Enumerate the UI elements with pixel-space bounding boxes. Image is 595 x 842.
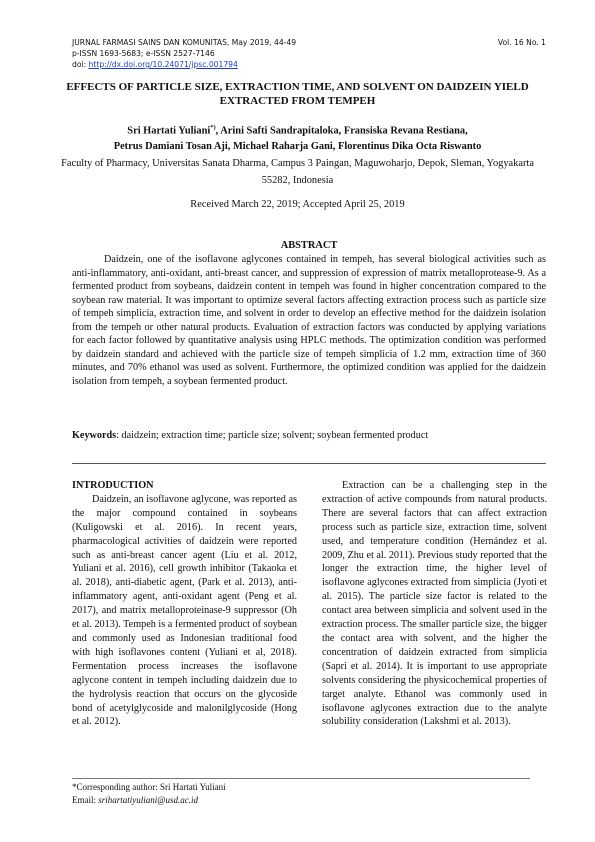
keywords (72, 430, 546, 441)
corresponding-mark: *) (210, 124, 216, 131)
corresponding-author-note: *Corresponding author: Sri Hartati Yuliani (72, 782, 226, 792)
footnote (72, 781, 546, 807)
email-label: Email: (72, 795, 99, 805)
footnote-rule (72, 778, 530, 779)
keywords-label: Keywords (72, 430, 117, 441)
email-line (72, 794, 546, 807)
doi-line (72, 59, 546, 70)
abstract-body: Daidzein, one of the isoflavone aglycones contained in tempeh, has several biological activities such as anti-inflammatory, anti-oxidant, anti-breast cancer, and suppression of expression of matrix metalloprotease-9. As a fermented product from soybeans, daidzein content in tempeh was found in higher concentration compared to the soybean raw material. It was important to optimize several factors affecting extraction process such as particle size of tempeh simplicia, extraction time, and solvent in order to develop an effective method for the daidzein isolation from the tempeh or other natural products. Evaluation of extraction factors was conducted by applying variations for each factor followed by quantitative analysis using HPLC methods. The optimization condition was performed by daidzein standard and achieved with the particle size of tempeh simplicia of 1.2 mm, extraction time of 360 minutes, and 70% ethanol was used as solvent. Furthermore, the optimized condition was applied for the daidzein isolation from tempeh, a soybean fermented product. (72, 254, 546, 387)
journal-citation: JURNAL FARMASI SAINS DAN KOMUNITAS, May 2019, 44-49 (72, 38, 297, 47)
section-divider (72, 463, 546, 464)
coauthors-line-2: Petrus Damiani Tosan Aji, Michael Raharja Gani, Florentinus Dika Octa Riswanto (113, 140, 482, 152)
intro-paragraph-2: Extraction can be a challenging step in the extraction of active compounds from natural products. There are several factors that can affect extraction process such as particle size, extraction time, solvent used, and temperature condition (Hernández et al. 2009, Zhu et al. 2011). Previous study reported that the longer the extraction time, the higher level of isoflavone aglycones extracted from simplicia (Jyoti et al. 2015). The particle size factor is related to the contact area between simplicia and solvent used in the extraction process. The smaller particle size, the bigger the contact area with solvent, and the higher the concentration of daidzein extracted from simplicia (Sapri et al. 2014). It is important to use appropriate solvents considering the physicochemical properties of target analyte. Ethanol was commonly used in isoflavone aglycones extraction due to the analyte solubility consideration (Lakshmi et al. 2013). (322, 480, 547, 728)
issn-line: p-ISSN 1693-5683; e-ISSN 2527-7146 (72, 49, 215, 58)
received-dates: Received March 22, 2019; Accepted April 25, 2019 (190, 199, 405, 210)
volume-label: Vol. 16 No. 1 (497, 38, 546, 47)
doi-prefix: doi: (72, 60, 89, 69)
column-right (322, 479, 547, 729)
coauthors-line-1: , Arini Safti Sandrapitaloka, Fransiska Revana Restiana, (215, 125, 468, 137)
doi-link[interactable]: http://dx.doi.org/10.24071/jpsc.001794 (88, 60, 238, 69)
keywords-text: : daidzein; extraction time; particle size; solvent; soybean fermented product (116, 430, 429, 441)
abstract-heading: ABSTRACT (280, 240, 338, 251)
introduction-heading: INTRODUCTION (72, 480, 154, 491)
paper-title: EFFECTS OF PARTICLE SIZE, EXTRACTION TIME, AND SOLVENT ON DAIDZEIN YIELD EXTRACTED FROM TEMPEH (66, 81, 529, 107)
author-list (60, 120, 535, 154)
journal-header (72, 37, 546, 70)
column-left (72, 479, 297, 729)
affiliation: Faculty of Pharmacy, Universitas Sanata Dharma, Campus 3 Paingan, Maguwoharjo, Depok, Sleman, Yogyakarta 55282, Indonesia (61, 158, 534, 186)
corresponding-author: Sri Hartati Yuliani (127, 125, 211, 137)
intro-paragraph-1: Daidzein, an isoflavone aglycone, was reported as the major compound contained in soybeans (Kuligowski et al. 2016). In recent years, pharmacological activities of daidzein were reported such as anti-breast cancer agent (Liu et al. 2012, Yuliani et al. 2016), cell growth inhibitor (Takaoka et al. 2018), anti-diabetic agent, (Park et al. 2013), anti-inflammatory agent, anti-oxidant agent (Peng et al. 2017), and matrix metalloproteinase-9 suppressor (Oh et al. 2013). Tempeh is a fermented product of soybean and commonly used as Indonesian traditional food with high isoflavones content (Yuliani et al, 2018). Fermentation process increases the isoflavone aglycone content in tempeh including daidzein due to the hydrolysis reaction that occurs on the glycoside bond of acetylglycoside and malonilglycoside (Hong et al. 2012). (72, 493, 297, 728)
email-address[interactable]: srihartatiyuliani@usd.ac.id (98, 795, 199, 805)
